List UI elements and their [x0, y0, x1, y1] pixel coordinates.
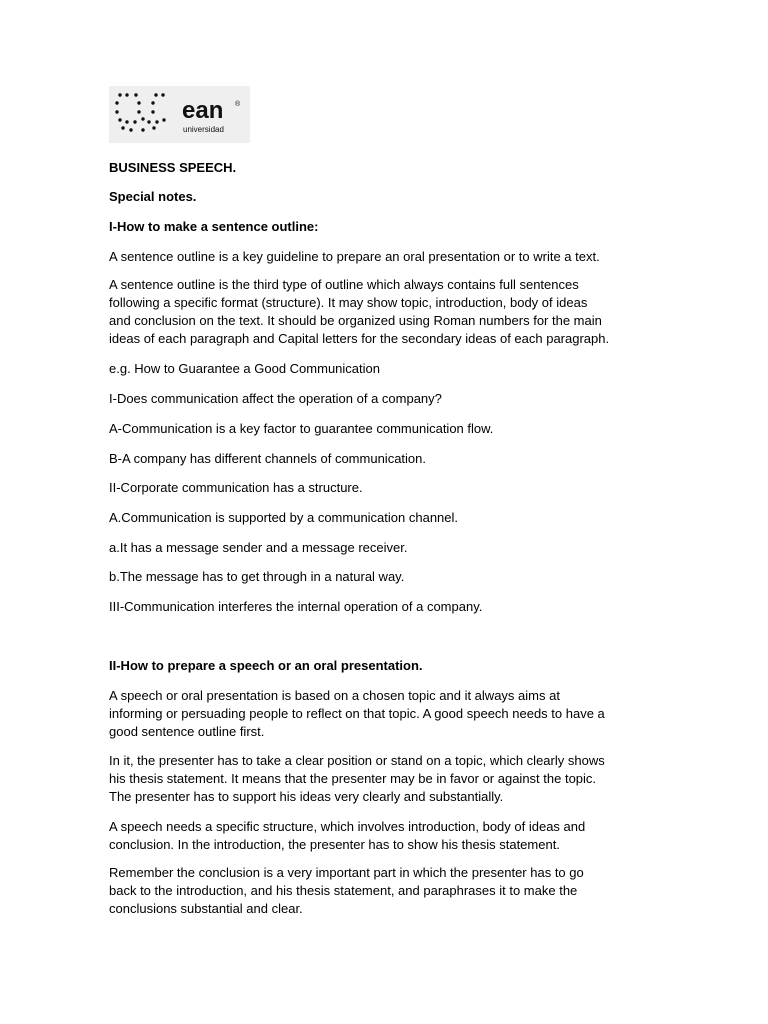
document-subtitle: Special notes. [109, 189, 197, 204]
section2-paragraph-line: his thesis statement. It means that the presenter may be in favor or against the topic. [109, 771, 597, 786]
example-item: III-Communication interferes the internal operation of a company. [109, 599, 483, 614]
section2-paragraph-line: The presenter has to support his ideas very clearly and substantially. [109, 789, 504, 804]
example-item: b.The message has to get through in a natural way. [109, 569, 405, 584]
section2-paragraph-line: good sentence outline first. [109, 724, 265, 739]
section2-paragraph-line: In it, the presenter has to take a clear position or stand on a topic, which clearly shows [109, 753, 605, 768]
logo-subtitle: universidad [183, 125, 224, 134]
section1-paragraph-2-line: A sentence outline is the third type of outline which always contains full sentences [109, 277, 579, 292]
section1-paragraph-2-line: following a specific format (structure). It may show topic, introduction, body of ideas [109, 295, 588, 310]
example-item: A.Communication is supported by a communication channel. [109, 510, 459, 525]
section1-paragraph-2-line: and conclusion on the text. It should be organized using Roman numbers for the main [109, 313, 602, 328]
ean-logo [109, 86, 250, 143]
ean-dots-icon [109, 86, 250, 143]
example-item: II-Corporate communication has a structure. [109, 480, 363, 495]
section1-paragraph-2-line: ideas of each paragraph and Capital letters for the secondary ideas of each paragraph. [109, 331, 610, 346]
document-title: BUSINESS SPEECH. [109, 160, 237, 175]
section2-paragraph-line: A speech needs a specific structure, which involves introduction, body of ideas and [109, 819, 586, 834]
section1-paragraph-1: A sentence outline is a key guideline to prepare an oral presentation or to write a text. [109, 249, 600, 264]
section2-heading: II-How to prepare a speech or an oral presentation. [109, 658, 423, 673]
section2-paragraph-line: informing or persuading people to reflect on that topic. A good speech needs to have a [109, 706, 605, 721]
example-item: A-Communication is a key factor to guarantee communication flow. [109, 421, 494, 436]
section2-paragraph-line: A speech or oral presentation is based on a chosen topic and it always aims at [109, 688, 560, 703]
logo-brand: ean [182, 97, 224, 124]
section2-paragraph-line: conclusion. In the introduction, the presenter has to show his thesis statement. [109, 837, 560, 852]
section2-paragraph-line: back to the introduction, and his thesis statement, and paraphrases it to make the [109, 883, 578, 898]
section1-heading: I-How to make a sentence outline: [109, 219, 319, 234]
example-title: e.g. How to Guarantee a Good Communication [109, 361, 380, 376]
section2-paragraph-line: conclusions substantial and clear. [109, 901, 303, 916]
example-item: a.It has a message sender and a message receiver. [109, 540, 408, 555]
example-item: B-A company has different channels of communication. [109, 451, 426, 466]
svg-text:®: ® [235, 101, 241, 108]
example-item: I-Does communication affect the operation of a company? [109, 391, 442, 406]
section2-paragraph-line: Remember the conclusion is a very important part in which the presenter has to go [109, 865, 584, 880]
